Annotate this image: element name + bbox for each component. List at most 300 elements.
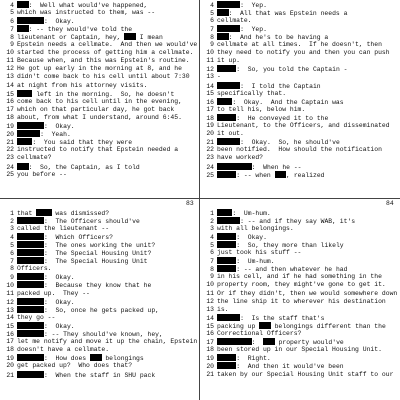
line-number: 7	[10, 258, 14, 266]
line-text: : So, they more than likely	[236, 241, 344, 249]
line-number: 4	[210, 1, 214, 9]
line-number: 10	[6, 282, 14, 290]
line-text: with all belongings.	[217, 224, 294, 232]
transcript-line	[200, 290, 397, 298]
line-text: been stored up in our Special Housing Unit.	[217, 346, 382, 354]
redaction-block	[217, 217, 240, 224]
line-number: 10	[6, 49, 14, 57]
line-number: 19	[6, 123, 14, 130]
line-number: 19	[6, 355, 14, 363]
line-text: it up.	[217, 57, 241, 65]
line-number: 19	[206, 122, 214, 129]
transcript-line	[0, 265, 52, 273]
line-text: just took his stuff --	[217, 249, 302, 256]
line-text: packing up	[217, 322, 260, 330]
line-text: : Okay.	[43, 322, 75, 330]
line-number: 6	[10, 250, 14, 257]
transcript-line	[0, 273, 75, 281]
line-number: 16	[206, 330, 214, 337]
horizontal-divider	[0, 198, 400, 199]
redaction-block	[124, 33, 136, 40]
transcript-line	[200, 273, 382, 281]
line-text: He got up early in the morning at 8, and he	[17, 65, 182, 73]
redaction-block	[17, 163, 29, 170]
line-text: started the process of getting him a cellmate.	[17, 49, 194, 57]
line-text: come back to his cell until in the evening,	[17, 97, 182, 105]
transcript-line	[0, 9, 155, 17]
line-text: Lieutenant, to the Officers, and disseminated	[217, 122, 390, 129]
line-text: which was instructed to them, was --	[17, 8, 156, 16]
line-text: : He conveyed it to the	[236, 114, 329, 122]
line-text: in his cell, and if he had something in the	[217, 273, 382, 281]
line-text: you before --	[17, 170, 67, 178]
line-number: 23	[6, 154, 14, 162]
line-text: :	[251, 339, 264, 347]
line-text: property room, they might've gone to get it.	[217, 281, 386, 289]
line-number: 12	[206, 66, 214, 74]
line-text: : -- and if they say WAB, it's	[240, 217, 356, 225]
line-text: at night from his attorney visits.	[17, 81, 148, 89]
transcript-line	[200, 49, 390, 57]
line-text: : Well what would've happened,	[28, 1, 148, 9]
redaction-block	[217, 171, 236, 178]
redaction-block	[217, 25, 240, 32]
line-text: which on that particular day, he got back	[17, 105, 175, 113]
line-text: : Um-hum.	[232, 209, 271, 217]
line-text: : Okay.	[43, 17, 75, 25]
transcript-line	[0, 138, 132, 146]
transcript-line	[0, 65, 182, 73]
redaction-block	[17, 17, 44, 24]
transcript-line	[200, 57, 240, 65]
transcript-line	[0, 217, 140, 225]
transcript-line	[200, 114, 328, 122]
transcript-line	[0, 306, 159, 314]
transcript-line	[0, 98, 182, 106]
line-number: 21	[206, 139, 214, 147]
redaction-block	[17, 138, 32, 145]
redaction-block	[17, 1, 29, 8]
line-text: been notified. How should the notification	[217, 146, 382, 154]
transcript-line	[0, 241, 155, 249]
transcript-line	[0, 17, 75, 25]
line-number: 14	[6, 81, 14, 89]
line-number: 7	[10, 25, 14, 33]
transcript-line	[0, 114, 182, 122]
line-number: 25	[206, 171, 214, 179]
line-number: 24	[206, 163, 214, 171]
line-number: 22	[206, 146, 214, 154]
line-number: 8	[210, 266, 214, 274]
line-number: 18	[6, 346, 14, 354]
transcript-line	[200, 225, 294, 233]
line-text: about, from what I understand, around 6:45.	[17, 113, 182, 121]
line-text: -	[217, 73, 221, 81]
redaction-block	[17, 257, 44, 264]
line-number: 12	[206, 297, 214, 305]
transcript-line	[0, 1, 147, 9]
line-text: : -- and then whatever he had	[236, 266, 348, 274]
line-text: : Yep.	[240, 25, 267, 33]
redaction-block	[36, 209, 51, 216]
line-number: 13	[206, 73, 214, 81]
line-number: 11	[6, 57, 14, 65]
redaction-block	[217, 9, 229, 16]
redaction-block	[217, 233, 236, 240]
transcript-line	[0, 146, 178, 154]
line-number: 19	[206, 355, 214, 363]
redaction-block	[17, 25, 29, 32]
transcript-line	[200, 65, 347, 73]
line-text: specifically that.	[217, 89, 287, 97]
line-text: it out.	[217, 130, 244, 138]
transcript-line	[0, 33, 163, 41]
transcript-line	[200, 106, 305, 114]
line-text: : -- when	[236, 171, 275, 179]
line-text: : Yeah.	[40, 131, 71, 139]
redaction-block	[17, 122, 44, 129]
line-text: : -- They should've known, hey,	[43, 331, 163, 338]
transcript-line	[0, 49, 193, 57]
transcript-line	[200, 314, 324, 322]
transcript-line	[200, 9, 347, 17]
line-number: 20	[206, 130, 214, 138]
transcript-line	[0, 163, 140, 171]
line-text: left in the morning. So, he doesn't	[32, 90, 175, 98]
line-number: 2	[210, 217, 214, 225]
transcript-line	[0, 330, 163, 338]
redaction-block	[17, 241, 44, 248]
line-text: : All that was Epstein needs a	[228, 9, 348, 17]
line-number: 18	[206, 114, 214, 122]
redaction-block	[263, 338, 275, 345]
transcript-line	[0, 298, 75, 306]
line-number: 1	[210, 209, 214, 217]
line-text: : The Special Housing Unit?	[43, 250, 152, 257]
line-text: : Okay.	[43, 123, 75, 130]
line-number: 16	[6, 331, 14, 338]
transcript-line	[0, 209, 109, 217]
line-number: 4	[10, 233, 14, 241]
transcript-line	[200, 130, 244, 138]
line-text: taken by our Special Housing Unit staff to our	[217, 370, 394, 378]
transcript-line	[0, 371, 155, 379]
transcript-line	[200, 362, 344, 370]
line-number: 4	[210, 233, 214, 241]
transcript-line	[200, 306, 229, 314]
redaction-block	[17, 233, 44, 240]
line-number: 11	[206, 57, 214, 65]
redaction-block	[217, 265, 236, 272]
line-text: cellmate at all times. If he doesn't, then	[217, 41, 382, 48]
line-number: 17	[206, 339, 214, 347]
redaction-block	[17, 306, 44, 313]
line-number: 11	[206, 289, 214, 297]
redaction-block	[217, 138, 240, 145]
line-text: cellmate.	[217, 16, 252, 24]
line-number: 21	[206, 370, 214, 378]
line-number: 14	[6, 313, 14, 321]
transcript-line	[0, 171, 67, 179]
line-text: Or if they didn't, then we would somewhere down	[217, 289, 398, 297]
line-text: get packed up? Who does that?	[17, 362, 133, 370]
transcript-line	[0, 354, 144, 362]
line-text: : I told the Captain	[240, 82, 321, 90]
transcript-line	[0, 233, 113, 241]
redaction-block	[217, 98, 232, 105]
page-number-84: 84	[386, 200, 394, 207]
line-number: 14	[206, 82, 214, 90]
transcript-line	[0, 249, 151, 257]
line-number: 10	[206, 281, 214, 289]
transcript-line	[0, 225, 109, 233]
line-text: I mean	[135, 33, 163, 41]
transcript-line	[200, 233, 267, 241]
line-text: : Which Officers?	[43, 233, 113, 241]
line-text: : So, the Captain, as I told	[28, 163, 140, 171]
line-number: 15	[206, 322, 214, 330]
transcript-line	[0, 82, 147, 90]
line-number: 9	[10, 41, 14, 48]
line-number: 18	[206, 346, 214, 354]
line-text: : So, you told the Captain -	[236, 66, 348, 74]
line-number: 21	[6, 371, 14, 379]
line-text: , realized	[286, 171, 325, 179]
redaction-block	[217, 362, 236, 369]
page-number-83: 83	[186, 200, 194, 207]
transcript-line	[200, 73, 221, 81]
transcript-line	[0, 281, 151, 289]
transcript-line	[200, 33, 328, 41]
line-number: 24	[6, 163, 14, 171]
transcript-line	[200, 241, 344, 249]
transcript-line	[0, 25, 132, 33]
transcript-line	[200, 17, 252, 25]
redaction-block	[259, 322, 271, 329]
line-number: 13	[206, 305, 214, 313]
line-text: : Okay.	[43, 274, 75, 282]
redaction-block	[17, 298, 44, 305]
redaction-block	[217, 33, 229, 40]
line-text: the line ship it to wherever his destination	[217, 297, 386, 305]
transcript-line	[0, 290, 90, 298]
line-number: 4	[10, 1, 14, 9]
line-text: : When the staff in SHU pack	[43, 371, 156, 379]
transcript-line	[200, 122, 390, 130]
line-number: 7	[210, 25, 214, 33]
line-number: 12	[6, 298, 14, 306]
line-text: Epstein needs a cellmate. And then we would've	[17, 41, 198, 48]
transcript-line	[200, 371, 393, 379]
line-number: 21	[6, 139, 14, 147]
line-text: : Is the staff that's	[240, 314, 325, 322]
transcript-line	[0, 41, 197, 49]
line-number: 9	[10, 274, 14, 282]
transcript-line	[200, 154, 263, 162]
redaction-block	[217, 257, 236, 264]
line-text: : When he --	[251, 163, 302, 171]
line-text: cellmate?	[17, 154, 52, 162]
line-number: 17	[6, 338, 14, 346]
line-number: 5	[10, 241, 14, 249]
redaction-block	[217, 209, 232, 216]
line-text: : You said that they were	[32, 139, 133, 147]
line-number: 9	[210, 41, 214, 48]
redaction-block	[217, 82, 240, 89]
redaction-block	[17, 273, 44, 280]
line-number: 3	[210, 224, 214, 232]
line-number: 5	[210, 241, 214, 249]
transcript-line	[200, 330, 301, 338]
line-text: property would've	[274, 339, 344, 347]
transcript-line	[0, 106, 174, 114]
line-text: let me notify and move it up the chain, Epstein	[17, 338, 198, 346]
line-text: doesn't have a cellmate.	[17, 346, 110, 354]
transcript-line	[0, 314, 55, 322]
line-text: belongings different than the	[270, 322, 386, 330]
redaction-block	[17, 281, 44, 288]
redaction-block	[275, 171, 287, 178]
redaction-block	[217, 114, 236, 121]
line-number: 13	[6, 73, 14, 81]
transcript-line	[0, 73, 190, 81]
line-number: 8	[210, 33, 214, 41]
line-number: 16	[6, 97, 14, 105]
line-text: : And then it would've been	[236, 363, 344, 371]
redaction-block	[217, 1, 240, 8]
line-number: 12	[6, 65, 14, 73]
redaction-block	[17, 371, 44, 378]
transcript-line	[0, 130, 71, 138]
line-text: lieutenant or Captain, hey,	[17, 33, 125, 41]
line-text: Correctional Officers?	[217, 330, 302, 337]
line-text: : Okay.	[43, 298, 75, 306]
transcript-line	[200, 265, 347, 273]
line-text: have worked?	[217, 154, 264, 162]
line-text: that	[17, 209, 37, 217]
line-number: 14	[206, 314, 214, 322]
line-number: 6	[10, 17, 14, 25]
line-number: 6	[210, 249, 214, 256]
line-number: 10	[206, 49, 214, 57]
redaction-block	[17, 217, 44, 224]
line-text: packed up. They --	[17, 289, 90, 297]
line-text: : Okay. And the Captain was	[232, 98, 344, 106]
line-number: 11	[6, 289, 14, 297]
transcript-line	[200, 146, 382, 154]
line-text: to tell his, below him.	[217, 105, 306, 113]
line-text: : Um-hum.	[236, 258, 275, 266]
redaction-block	[17, 90, 32, 97]
transcript-line	[200, 163, 302, 171]
line-text: : Okay.	[236, 233, 267, 241]
transcript-line	[200, 281, 386, 289]
redaction-block	[217, 354, 236, 361]
transcript-line	[0, 346, 109, 354]
line-text: : Okay. So, he should've	[240, 139, 340, 147]
redaction-block	[90, 354, 102, 361]
redaction-block	[217, 241, 236, 248]
line-text: instructed to notify that Epstein needed a	[17, 146, 179, 154]
transcript-line	[200, 98, 344, 106]
transcript-line	[0, 257, 147, 265]
transcript-line	[0, 154, 52, 162]
redaction-block	[217, 65, 236, 72]
line-text: : -- they would've told the	[28, 25, 133, 33]
line-number: 6	[210, 16, 214, 24]
transcript-line	[200, 90, 286, 98]
line-number: 16	[206, 98, 214, 106]
transcript-line	[200, 346, 382, 354]
line-number: 5	[10, 8, 14, 16]
redaction-block	[17, 249, 44, 256]
redaction-block	[17, 354, 44, 361]
transcript-line	[0, 362, 132, 370]
transcript-line	[200, 217, 355, 225]
line-number: 9	[210, 273, 214, 281]
redaction-block	[217, 338, 252, 345]
line-text: : Right.	[236, 355, 271, 363]
line-text: belongings	[101, 355, 144, 363]
transcript-line	[0, 90, 174, 98]
transcript-line	[200, 249, 301, 257]
transcript-line	[200, 138, 340, 146]
line-text: was dismissed?	[51, 209, 110, 217]
line-number: 3	[10, 224, 14, 232]
redaction-block	[17, 330, 44, 337]
transcript-line	[200, 338, 344, 346]
line-number: 1	[10, 209, 14, 217]
redaction-block	[217, 314, 240, 321]
transcript-line	[200, 171, 325, 179]
line-text: : The ones working the unit?	[43, 241, 156, 249]
line-number: 17	[206, 105, 214, 113]
line-text: : The Officers should've	[43, 217, 140, 225]
line-text: didn't come back to his cell until about 7:30	[17, 73, 190, 81]
line-number: 18	[6, 113, 14, 121]
line-text: : So, once he gets packed up,	[43, 306, 159, 314]
transcript-line	[0, 57, 190, 65]
line-number: 8	[10, 33, 14, 41]
transcript-line	[200, 82, 321, 90]
line-text: Officers.	[17, 265, 52, 273]
line-text: : Yep.	[240, 1, 267, 9]
line-number: 8	[10, 265, 14, 273]
line-text: : The Special Housing Unit	[43, 258, 148, 266]
line-number: 13	[6, 306, 14, 314]
line-text: : Because they know that he	[43, 282, 152, 290]
line-number: 17	[6, 105, 14, 113]
transcript-line	[200, 209, 271, 217]
line-number: 22	[6, 146, 14, 154]
line-number: 15	[206, 89, 214, 97]
line-number: 5	[210, 9, 214, 17]
line-text: they go --	[17, 313, 56, 321]
line-text: is.	[217, 305, 229, 313]
transcript-line	[0, 122, 75, 130]
line-text: they need to notify you and then you can push	[217, 49, 390, 57]
line-text: Because when, and this was Epstein's routine.	[17, 57, 190, 65]
transcript-line	[0, 338, 197, 346]
line-number: 15	[6, 90, 14, 98]
transcript-line	[200, 41, 382, 49]
line-number: 25	[6, 170, 14, 178]
line-number: 15	[6, 322, 14, 330]
line-number: 2	[10, 217, 14, 225]
transcript-line	[200, 322, 386, 330]
line-number: 23	[206, 154, 214, 162]
redaction-block	[17, 322, 44, 329]
